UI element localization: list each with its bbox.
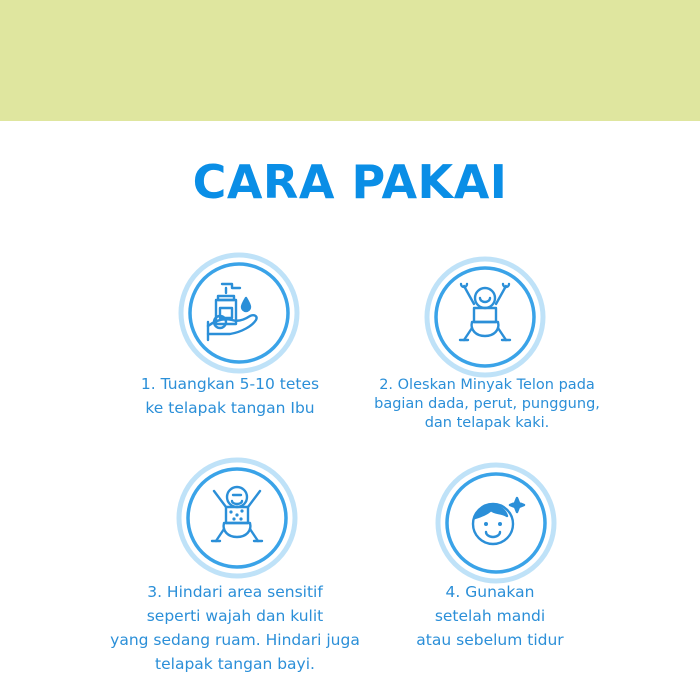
happy-child-face-icon	[435, 462, 557, 584]
step-2-text	[352, 376, 622, 433]
step-4-line-3: atau sebelum tidur	[416, 631, 564, 649]
step-4-line-1: 4. Gunakan	[445, 583, 535, 601]
step-2-line-1: 2. Oleskan Minyak Telon pada	[379, 377, 595, 393]
step-1-line-1: 1. Tuangkan 5-10 tetes	[140, 375, 320, 393]
step-4-icon-circle	[435, 462, 557, 584]
step-1-text	[100, 372, 360, 420]
oil-pump-hand-icon	[178, 252, 300, 374]
baby-arms-up-icon	[424, 256, 546, 378]
step-2-line-2: bagian dada, perut, punggung,	[374, 396, 600, 412]
baby-rash-icon	[176, 457, 298, 579]
page-title: CARA PAKAI	[192, 155, 508, 209]
step-1-icon-circle	[178, 252, 300, 374]
step-3-line-2: seperti wajah dan kulit	[146, 607, 324, 625]
step-4-line-2: setelah mandi	[434, 607, 546, 625]
step-4-text	[370, 580, 610, 652]
step-3-line-4: telapak tangan bayi.	[155, 655, 315, 673]
step-3-line-1: 3. Hindari area sensitif	[147, 583, 323, 601]
step-2-line-3: dan telapak kaki.	[424, 415, 550, 431]
step-3-icon-circle	[176, 457, 298, 579]
top-banner	[0, 0, 700, 121]
step-3-line-3: yang sedang ruam. Hindari juga	[110, 631, 360, 649]
step-1-line-2: ke telapak tangan Ibu	[145, 399, 315, 417]
step-3-text	[100, 580, 370, 676]
step-2-icon-circle	[424, 256, 546, 378]
